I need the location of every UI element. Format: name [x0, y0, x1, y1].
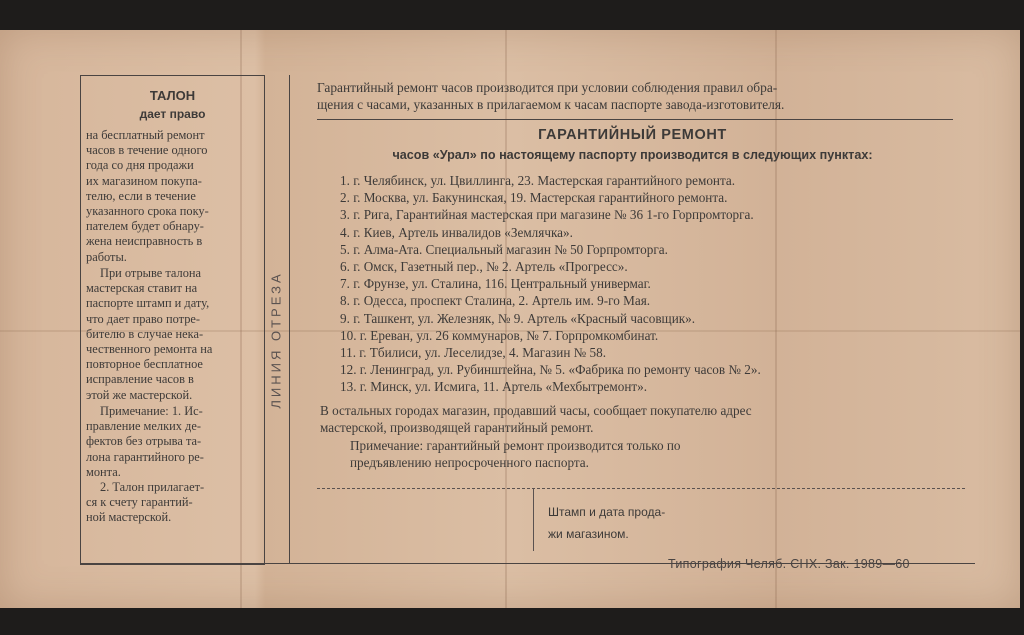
note-text: Примечание: гарантийный ремонт производится только по предъявлению непросроченного паспорта.	[350, 438, 681, 470]
list-item: 6. г. Омск, Газетный пер., № 2. Артель «Прогресс».	[340, 259, 628, 275]
location-list	[340, 172, 960, 396]
main-panel	[290, 75, 975, 563]
list-item: 12. г. Ленинград, ул. Рубинштейна, № 5. «Фабрика по ремонту часов № 2».	[340, 362, 761, 378]
section-heading: ГАРАНТИЙНЫЙ РЕМОНТ	[538, 127, 727, 143]
coupon-paragraph-1: на бесплатный ремонт часов в течение одного года со дня продажи их магазином покупа- телю, если в течение указанного срока поку- пателем будет обнару- жена неисправность в работы.	[86, 128, 209, 264]
coupon-note: Примечание: 1. Ис- правление мелких де- фектов без отрыва та- лона гарантийного ре- монта.	[86, 404, 204, 479]
list-item: 3. г. Рига, Гарантийная мастерская при магазине № 36 1-го Горпромторга.	[340, 207, 754, 223]
stamp-box	[533, 489, 729, 551]
warranty-document	[0, 30, 1020, 608]
cut-line-label	[263, 225, 289, 455]
section-subheading: часов «Урал» по настоящему паспорту производится в следующих пунктах:	[392, 148, 873, 162]
list-item: 9. г. Ташкент, ул. Железняк, № 9. Артель «Красный часовщик».	[340, 310, 696, 326]
list-item: 4. г. Киев, Артель инвалидов «Землячка».	[340, 224, 573, 240]
list-item: 2. г. Москва, ул. Бакунинская, 19. Мастерская гарантийного ремонта.	[340, 190, 728, 206]
list-item: 7. г. Фрунзе, ул. Сталина, 116. Центральный универмаг.	[340, 276, 651, 292]
list-item: 1. г. Челябинск, ул. Цвиллинга, 23. Мастерская гарантийного ремонта.	[340, 173, 736, 188]
intro-text: Гарантийный ремонт часов производится при условии соблюдения правил обра- щения с часами, указанных в прилагаемом к часам паспорте завода-изготовителя.	[317, 80, 785, 112]
coupon-subtitle: дает право	[139, 107, 206, 121]
list-item: 11. г. Тбилиси, ул. Леселидзе, 4. Магазин № 58.	[340, 345, 607, 361]
coupon-note-2: 2. Талон прилагает- ся к счету гарантий- ной мастерской.	[86, 480, 205, 525]
list-item: 10. г. Ереван, ул. 26 коммунаров, № 7. Горпромкомбинат.	[340, 327, 659, 343]
list-item: 5. г. Алма-Ата. Специальный магазин № 50 Горпромторга.	[340, 241, 668, 257]
stamp-label: Штамп и дата прода- жи магазином.	[548, 505, 666, 541]
coupon-panel	[80, 75, 265, 565]
cut-line-strip	[263, 75, 290, 563]
coupon-paragraph-2: При отрыве талона мастерская ставит на паспорте штамп и дату, что дает право потре- бителю в случае нека- чественного ремонта на повторное бесплатное исправление часов в этой же мастерской.	[86, 266, 213, 402]
closing-text: В остальных городах магазин, продавший часы, сообщает покупателю адрес мастерской, производящей гарантийный ремонт.	[320, 403, 752, 435]
divider	[317, 119, 953, 120]
list-item: 13. г. Минск, ул. Исмига, 11. Артель «Мехбытремонт».	[340, 379, 648, 395]
coupon-title: ТАЛОН	[149, 88, 196, 103]
cut-line-text: ЛИНИЯ ОТРЕЗА	[268, 271, 284, 409]
list-item: 8. г. Одесса, проспект Сталина, 2. Артель им. 9-го Мая.	[340, 293, 651, 309]
printer-imprint: Типография Челяб. СНХ. Зак. 1989—60	[668, 557, 910, 571]
